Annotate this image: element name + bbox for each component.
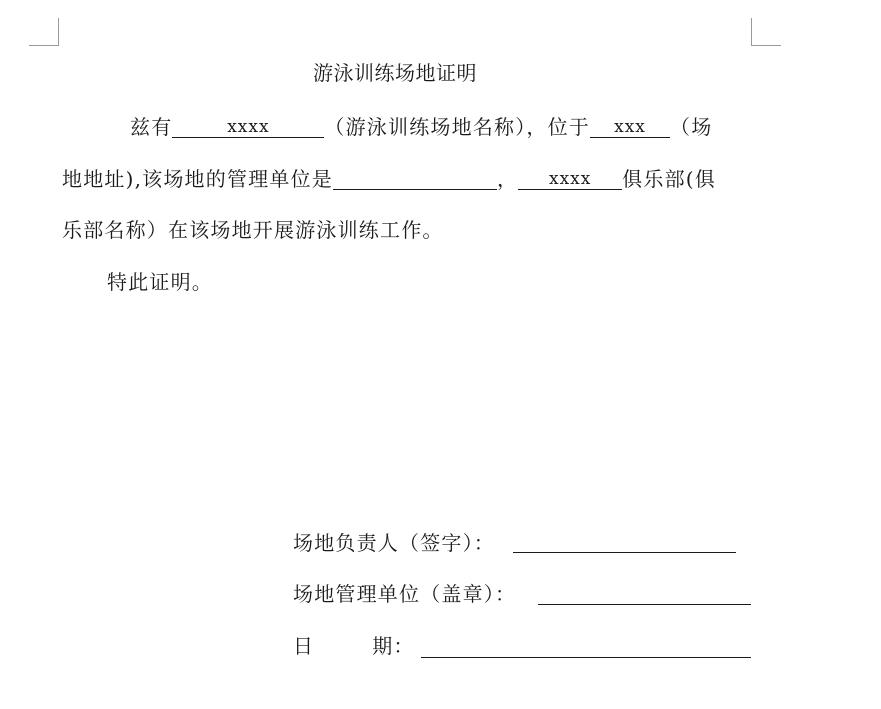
- responsible-person-label: 场地负责人（签字）：: [293, 531, 495, 555]
- crop-mark-top-right: [751, 18, 781, 46]
- venue-name-hint: （游泳训练场地名称），位于: [324, 115, 591, 139]
- address-blank: xxx: [590, 115, 670, 138]
- date-label: [293, 634, 415, 658]
- para-prefix: 兹有: [130, 115, 173, 139]
- manager-blank: [333, 167, 497, 190]
- manager-seal-label: 场地管理单位（盖章）：: [293, 582, 517, 606]
- manager-seal-line: [538, 603, 751, 605]
- date-line: [421, 656, 751, 658]
- address-hint-a: （场: [670, 115, 713, 139]
- date-label-a: 日: [293, 634, 315, 658]
- comma: ，: [496, 167, 519, 191]
- document-title: 游泳训练场地证明: [313, 61, 477, 85]
- club-blank: xxxx: [518, 167, 622, 190]
- closing-line: 特此证明。: [107, 270, 213, 294]
- date-label-b: 期：: [372, 634, 415, 658]
- responsible-signature-line: [513, 551, 736, 553]
- paragraph-line-2: [62, 167, 752, 191]
- venue-name-blank: xxxx: [172, 115, 324, 138]
- paragraph-line-3: [62, 218, 752, 242]
- address-hint-b: 地地址),该场地的管理单位是: [62, 167, 333, 191]
- club-hint-b: 乐部名称）在该场地开展游泳训练工作。: [62, 218, 444, 242]
- paragraph-line-1: [62, 115, 752, 139]
- club-hint-a: 俱乐部(俱: [622, 167, 716, 191]
- crop-mark-top-left: [29, 18, 59, 46]
